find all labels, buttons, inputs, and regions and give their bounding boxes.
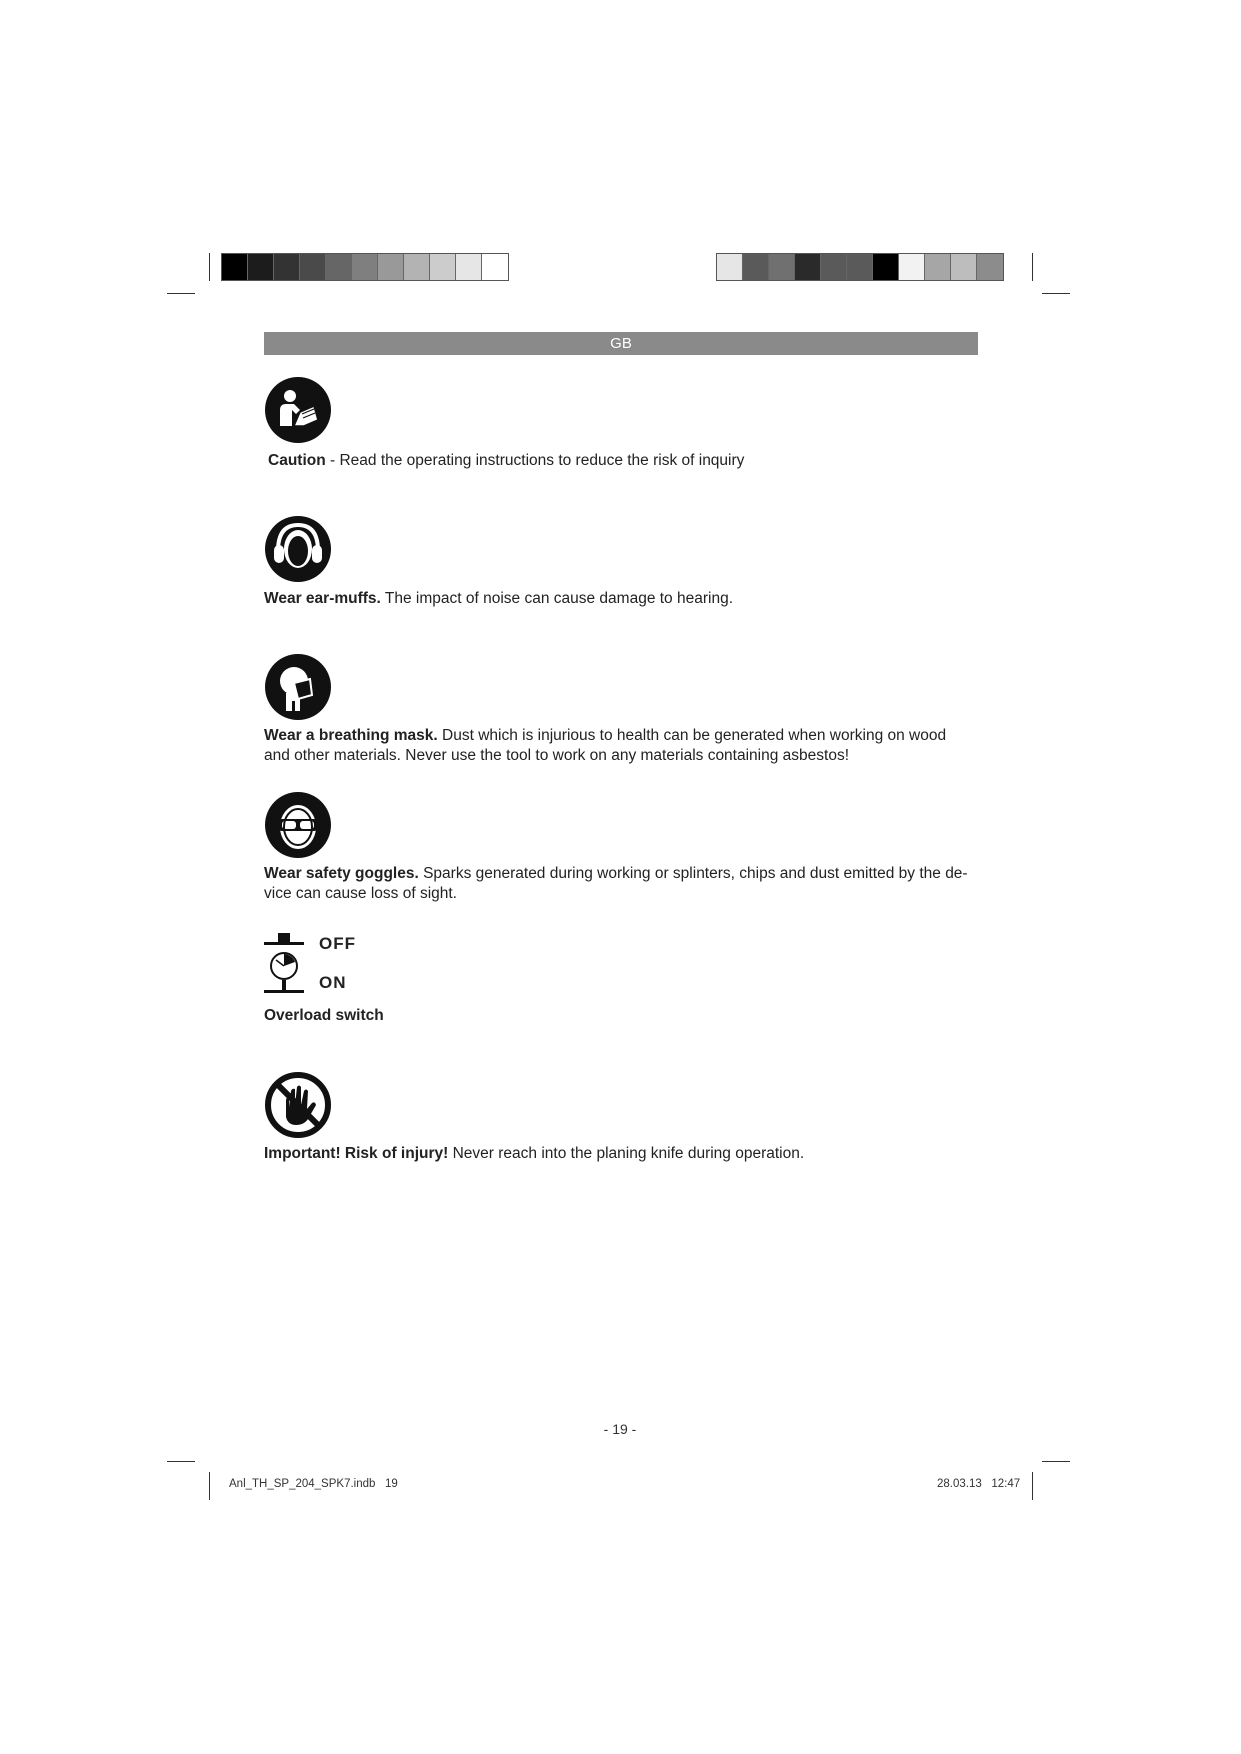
- overload-switch-icon: [264, 933, 304, 1001]
- caution-text: - Read the operating instructions to reduce the risk of inquiry: [325, 452, 745, 469]
- ear-muffs-text: The impact of noise can cause damage to hearing.: [380, 590, 734, 607]
- crop-mark: [209, 1472, 210, 1500]
- color-swatch: [951, 254, 977, 280]
- read-manual-icon: [264, 376, 332, 444]
- color-swatch: [717, 254, 743, 280]
- color-swatch: [925, 254, 951, 280]
- color-swatch: [378, 254, 404, 280]
- crop-mark: [167, 1461, 195, 1462]
- color-swatch: [769, 254, 795, 280]
- safety-goggles-text: Sparks generated during working or splinters, chips and dust emitted by the de-vice can cause loss of sight.: [264, 865, 968, 902]
- footer-file-name: Anl_TH_SP_204_SPK7.indb 19: [229, 1478, 398, 1490]
- color-swatch: [404, 254, 430, 280]
- ear-muffs-paragraph: [264, 589, 974, 609]
- color-swatch: [222, 254, 248, 280]
- breathing-mask-label: Wear a breathing mask.: [264, 727, 438, 744]
- overload-switch-caption: [264, 1006, 974, 1026]
- crop-mark: [1042, 293, 1070, 294]
- language-header: GB: [264, 332, 978, 355]
- crop-mark: [1042, 1461, 1070, 1462]
- safety-goggles-icon: [264, 791, 332, 859]
- safety-goggles-paragraph: [264, 864, 974, 904]
- no-hand-icon: [264, 1071, 332, 1139]
- crop-mark: [209, 253, 210, 281]
- safety-goggles-label: Wear safety goggles.: [264, 865, 419, 882]
- color-swatch: [300, 254, 326, 280]
- footer-date-time: 28.03.13 12:47: [937, 1478, 1021, 1490]
- breathing-mask-icon: [264, 653, 332, 721]
- color-swatch: [847, 254, 873, 280]
- color-swatch: [899, 254, 925, 280]
- color-swatch: [482, 254, 508, 280]
- breathing-mask-text: Dust which is injurious to health can be generated when working on wood and other materials. Never use the tool to work on any materials containing asbestos!: [264, 727, 947, 764]
- ear-muffs-label: Wear ear-muffs.: [264, 590, 381, 607]
- switch-off-label: OFF: [319, 934, 356, 953]
- color-swatch: [274, 254, 300, 280]
- caution-paragraph: [268, 451, 978, 471]
- color-swatch: [873, 254, 899, 280]
- crop-mark: [1032, 1472, 1033, 1500]
- crop-mark: [1032, 253, 1033, 281]
- color-swatch: [326, 254, 352, 280]
- color-swatch: [248, 254, 274, 280]
- color-swatch: [352, 254, 378, 280]
- caution-label: Caution: [268, 452, 326, 469]
- no-reach-label: Important! Risk of injury!: [264, 1145, 449, 1162]
- color-swatch: [456, 254, 482, 280]
- color-swatch: [821, 254, 847, 280]
- no-reach-paragraph: [264, 1144, 974, 1164]
- ear-muffs-icon: [264, 515, 332, 583]
- color-calibration-bar-left: [221, 253, 509, 281]
- overload-switch-label: Overload switch: [264, 1007, 384, 1024]
- page-number: - 19 -: [603, 1421, 637, 1437]
- switch-on-label: ON: [319, 973, 347, 992]
- color-swatch: [743, 254, 769, 280]
- crop-mark: [167, 293, 195, 294]
- color-calibration-bar-right: [716, 253, 1004, 281]
- color-swatch: [977, 254, 1003, 280]
- breathing-mask-paragraph: [264, 726, 974, 766]
- no-reach-text: Never reach into the planing knife during operation.: [448, 1145, 805, 1162]
- color-swatch: [795, 254, 821, 280]
- color-swatch: [430, 254, 456, 280]
